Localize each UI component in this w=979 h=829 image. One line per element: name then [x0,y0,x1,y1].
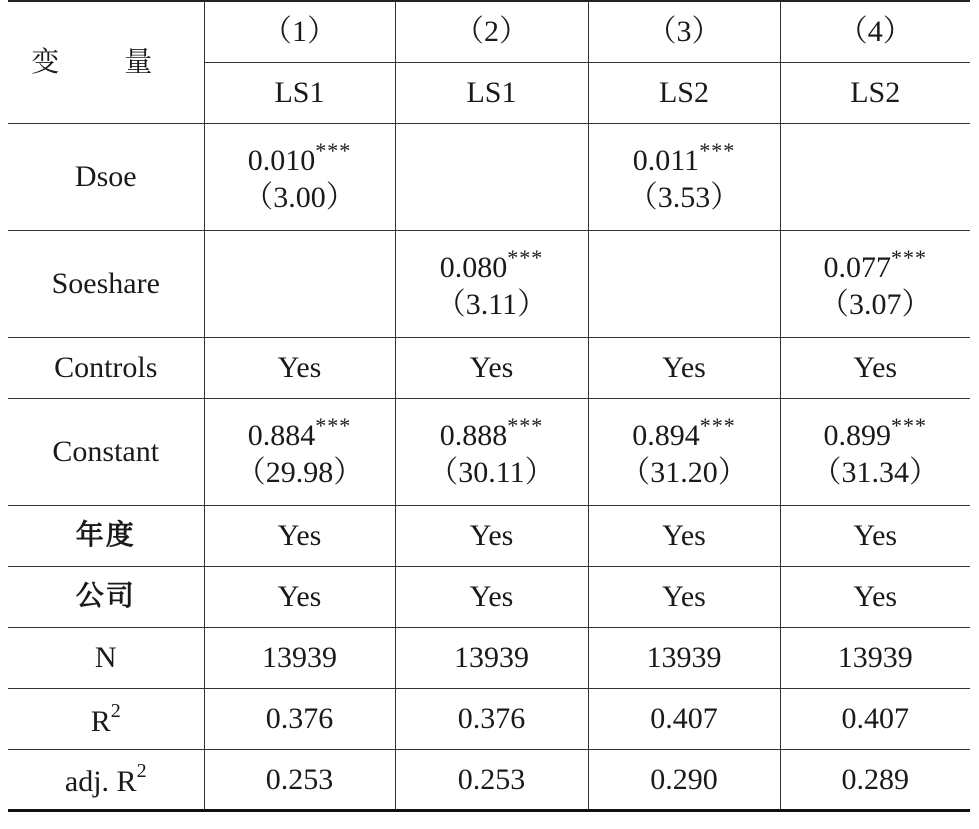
adj-r2-label-text: adj. R [64,765,137,798]
cell-firm-4: Yes [780,566,970,627]
cell-year-2: Yes [395,505,588,566]
coef-value: 0.077 [823,251,891,284]
col-number-4: （4） [780,1,970,62]
cell-soeshare-1 [204,230,395,337]
cell-adj-r2-3: 0.290 [588,749,780,810]
row-label-r2 [8,688,204,749]
cell-r2-3: 0.407 [588,688,780,749]
coef-value: 0.080 [439,251,508,284]
cell-adj-r2-1: 0.253 [204,749,395,810]
header-row-numbers [8,1,970,62]
row-firm-fe [8,566,970,627]
significance-stars: *** [507,245,544,270]
cell-dsoe-4 [780,123,970,230]
cell-year-4: Yes [780,505,970,566]
row-constant [8,398,970,505]
cell-firm-1: Yes [204,566,395,627]
r2-superscript: 2 [110,699,121,722]
col-dep-2: LS1 [395,62,588,123]
adj-r2-superscript: 2 [136,760,147,782]
cell-firm-2: Yes [395,566,588,627]
coef-value: 0.888 [439,419,508,452]
coef-value: 0.894 [632,419,700,452]
t-statistic: （3.53） [627,181,741,214]
cell-year-3: Yes [588,505,780,566]
cell-dsoe-3 [588,123,780,230]
row-controls [8,337,970,398]
coef-value: 0.884 [247,419,316,452]
t-statistic: （31.34） [811,456,939,489]
col-dep-4: LS2 [780,62,970,123]
row-label-year: 年度 [8,505,204,566]
cell-firm-3: Yes [588,566,780,627]
row-label-n: N [8,627,204,688]
cell-controls-2: Yes [395,337,588,398]
significance-stars: *** [891,413,927,438]
cell-r2-2: 0.376 [395,688,588,749]
cell-n-1: 13939 [204,627,395,688]
cell-r2-1: 0.376 [204,688,395,749]
cell-constant-4 [780,398,970,505]
significance-stars: *** [507,413,544,438]
col-number-2: （2） [395,1,588,62]
row-n [8,627,970,688]
coef-value: 0.899 [823,419,891,452]
significance-stars: *** [315,138,352,163]
r2-label-text: R [90,704,111,738]
t-statistic: （31.20） [620,456,748,489]
row-adj-r2 [8,749,970,810]
t-statistic: （3.11） [435,288,548,321]
cell-n-4: 13939 [780,627,970,688]
cell-soeshare-2 [395,230,588,337]
significance-stars: *** [699,413,736,438]
cell-constant-3 [588,398,780,505]
regression-table [8,0,970,812]
col-number-1: （1） [204,1,395,62]
regression-table-container [8,0,970,812]
cell-adj-r2-2: 0.253 [395,749,588,810]
significance-stars: *** [699,138,736,163]
row-label-soeshare: Soeshare [8,230,204,337]
cell-controls-4: Yes [780,337,970,398]
row-r2 [8,688,970,749]
row-label-controls: Controls [8,337,204,398]
cell-constant-2 [395,398,588,505]
row-label-firm: 公司 [8,566,204,627]
t-statistic: （30.11） [428,456,555,489]
significance-stars: *** [891,245,927,270]
cell-n-2: 13939 [395,627,588,688]
coef-value: 0.010 [247,144,316,177]
col-number-3: （3） [588,1,780,62]
cell-soeshare-3 [588,230,780,337]
cell-year-1: Yes [204,505,395,566]
cell-n-3: 13939 [588,627,780,688]
cell-controls-3: Yes [588,337,780,398]
t-statistic: （29.98） [235,456,364,489]
t-statistic: （3.00） [243,181,356,214]
t-statistic: （3.07） [819,288,932,321]
row-label-constant: Constant [8,398,204,505]
cell-dsoe-2 [395,123,588,230]
row-label-dsoe: Dsoe [8,123,204,230]
cell-soeshare-4 [780,230,970,337]
coef-value: 0.011 [632,144,700,177]
col-dep-1: LS1 [204,62,395,123]
row-dsoe [8,123,970,230]
variable-header: 变 量 [8,1,204,123]
cell-r2-4: 0.407 [780,688,970,749]
significance-stars: *** [315,413,352,438]
cell-adj-r2-4: 0.289 [780,749,970,810]
cell-constant-1 [204,398,395,505]
row-label-adj-r2 [8,749,204,810]
col-dep-3: LS2 [588,62,780,123]
cell-controls-1: Yes [204,337,395,398]
cell-dsoe-1 [204,123,395,230]
row-year-fe [8,505,970,566]
row-soeshare [8,230,970,337]
